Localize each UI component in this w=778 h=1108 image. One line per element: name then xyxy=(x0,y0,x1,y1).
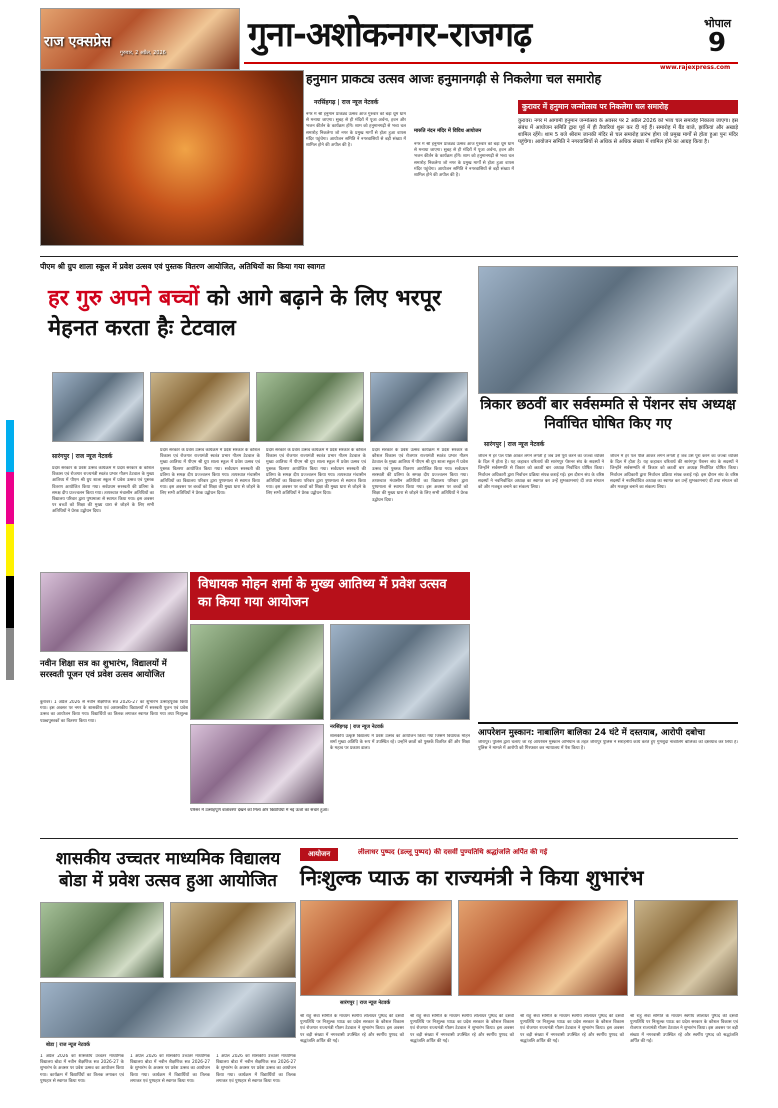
page-number: 9 xyxy=(708,28,727,58)
story-boda xyxy=(40,848,296,1098)
story-navin-shiksha xyxy=(40,572,188,822)
story-body: कुरावर। नगर में आगामी हनुमान जन्मोत्सव के अवसर पर 2 अप्रैल 2026 को भव्य चल समारोह निकाला जाएगा। इस संबंध में आयोजन समिति द्वारा पूर्व में ही तैयारियां शुरू कर दी गई हैं। समारोह में बैंड बाजे, झांकियां और अखाड़े शामिल रहेंगे। शाम 5 बजे श्रीराम जानकी मंदिर से चल समारोह प्रारंभ होगा जो प्रमुख मार्गों से होता हुआ पुनः मंदिर पहुंचेगा। आयोजन समिति ने नगरवासियों से अधिक से अधिक संख्या में शामिल होने का आग्रह किया है। xyxy=(518,118,738,145)
photo-pyau-2 xyxy=(458,900,628,996)
story-operation-muskan xyxy=(478,722,738,832)
photo-boda-3 xyxy=(40,982,296,1038)
story-body-col3: प्रदेश सरकार के प्रवेश उत्सव कार्यक्रम में प्रदेश सरकार के कौशल विकास एवं रोजगार राज्यमंत्री स्वतंत्र प्रभार गौतम टेटवाल के मुख्य आतिथ्य में पीएम श्री ग्रुप शाला स्कूल में प्रवेश उत्सव एवं पुस्तक वितरण आयोजित किया गया। सर्वप्रथम सरस्वती की प्रतिमा के समक्ष दीप प्रज्ज्वलन किया गया। तत्पश्चात मंचासीन अतिथियों का विद्यालय परिवार द्वारा पुष्पमाला से स्वागत किया गया। इस अवसर पर बच्चों को शिक्षा की मुख्य धारा से जोड़ने के लिए सभी अतिथियों ने प्रेरक उद्बोधन दिया। xyxy=(266,448,366,497)
kicker: पीएम श्री ग्रुप शाला स्कूल में प्रवेश उत्सव एवं पुस्तक वितरण आयोजित, अतिथियों का किया गया स्वागत xyxy=(40,262,325,271)
story-body-col2: श्री राहु सेवा समिति के माध्यम स्वर्गीय लीलाधर पुष्पद की दसवीं पुण्यतिथि पर निःशुल्क प्याऊ का प्रदेश सरकार के कौशल विकास एवं रोजगार राज्यमंत्री गौतम टेटवाल ने शुभारंभ किया। इस अवसर पर बड़ी संख्या में नगरवासी उपस्थित रहे और स्वर्गीय पुष्पद को श्रद्धांजलि अर्पित की गई। xyxy=(410,1014,514,1044)
story-body: कुरावर। 1 अप्रैल 2026 से नवीन शैक्षणिक सत्र 2026-27 का शुभारंभ उत्साहपूर्वक किया गया। इस अवसर पर नगर के शासकीय एवं अशासकीय विद्यालयों में सरस्वती पूजन एवं प्रवेश उत्सव का आयोजन किया गया। विद्यार्थियों का तिलक लगाकर स्वागत किया गया तथा निःशुल्क पाठ्यपुस्तकों का वितरण किया गया। xyxy=(40,700,188,724)
byline: सारंगपुर | राज न्यूज नेटवर्क xyxy=(52,453,113,460)
story-vidhayak xyxy=(190,572,470,822)
headline-tetwal xyxy=(48,284,468,344)
photo-boda-2 xyxy=(170,902,296,978)
photo-vidhayak-1 xyxy=(190,624,324,720)
story-body: जीरापुर। पुलिस द्वारा चलाए जा रहे ऑपरेशन मुस्कान अभियान के तहत जीरापुर पुलिस ने सराहनीय कार्य करते हुए गुमशुदा नाबालिग बालिका को दस्तयाब कर लिया है। पुलिस ने मामले में आरोपी को गिरफ्तार कर न्यायालय में पेश किया है। xyxy=(478,740,738,752)
story-body: जीवन में हर पल पीछे आकर लगने लगती है जब उसे पूरा करने का जज्बा व्यक्ति के दिल में होता है। यह कहावत चरितार्थ की सारंगपुर पेंशनर संघ के सदस्यों ने जिन्होंने सर्वसम्मति से त्रिकार को छठवीं बार अध्यक्ष निर्वाचित घोषित किया। निर्वाचन अधिकारी द्वारा निर्वाचन प्रक्रिया संपन्न कराई गई। इस दौरान संघ के वरिष्ठ सदस्यों ने नवनिर्वाचित अध्यक्ष का स्वागत कर उन्हें शुभकामनाएं दीं तथा संगठन को और मजबूत बनाने का संकल्प लिया। xyxy=(478,454,604,491)
photo-vidhayak-2 xyxy=(330,624,470,720)
story-body-col2: नगर में श्री हनुमान प्राकट्य उत्सव आज गुरुवार को बड़ा धूम धाम से मनाया जाएगा। सुबह से ही मंदिरों में पूजा अर्चना, हवन और भजन कीर्तन के कार्यक्रम होंगे। शाम को हनुमानगढ़ी से भव्य चल समारोह निकलेगा जो नगर के प्रमुख मार्गों से होता हुआ वापस मंदिर पहुंचेगा। आयोजन समिति ने नगरवासियों से बड़ी संख्या में शामिल होने की अपील की है। xyxy=(414,142,514,179)
story-body-col3: 1 अप्रैल 2026 को शासकीय उच्चतर माध्यमिक विद्यालय बोडा में नवीन शैक्षणिक सत्र 2026-27 के शुभारंभ के अवसर पर प्रवेश उत्सव का आयोजन किया गया। कार्यक्रम में विद्यार्थियों का तिलक लगाकर एवं पुष्पहार से स्वागत किया गया। xyxy=(216,1054,296,1084)
photo-vidhayak-3 xyxy=(190,724,324,804)
story-tetwal xyxy=(40,262,472,562)
photo-tetwal-4 xyxy=(370,372,468,442)
headline-pensioner: त्रिकार छठवीं बार सर्वसम्मति से पेंशनर संघ अध्यक्ष निर्वाचित घोषित किए गए xyxy=(480,397,736,432)
story-body-col3: श्री राहु सेवा समिति के माध्यम स्वर्गीय लीलाधर पुष्पद की दसवीं पुण्यतिथि पर निःशुल्क प्याऊ का प्रदेश सरकार के कौशल विकास एवं रोजगार राज्यमंत्री गौतम टेटवाल ने शुभारंभ किया। इस अवसर पर बड़ी संख्या में नगरवासी उपस्थित रहे और स्वर्गीय पुष्पद को श्रद्धांजलि अर्पित की गई। xyxy=(520,1014,624,1044)
byline: नरसिंहगढ़ | राज न्यूज नेटवर्क xyxy=(330,724,384,730)
story-pyau xyxy=(300,848,738,1098)
city-name: भोपाल xyxy=(704,17,732,30)
paper-name: राज एक्सप्रेस xyxy=(44,34,111,50)
website[interactable]: www.rajexpress.com xyxy=(660,64,731,71)
section-title: गुना-अशोकनगर-राजगढ़ xyxy=(248,15,532,55)
photo-boda-1 xyxy=(40,902,164,978)
byline: सारंगपुर | राज न्यूज नेटवर्क xyxy=(340,1000,391,1006)
photo-saraswati xyxy=(40,572,188,652)
photo-pyau-3 xyxy=(634,900,738,996)
divider xyxy=(40,838,738,839)
photo-tetwal-2 xyxy=(150,372,250,442)
byline: नरसिंहगढ़ | राज न्यूज नेटवर्क xyxy=(314,99,379,106)
byline: सारंगपुर | राज न्यूज नेटवर्क xyxy=(484,441,545,448)
headline-operation-muskan: आपरेशन मुस्कान: नाबालिग बालिका 24 घंटे में दस्तयाब, आरोपी दबोचा xyxy=(478,722,738,738)
byline: बोडा | राज न्यूज नेटवर्क xyxy=(46,1042,90,1048)
story-body: नगर में श्री हनुमान प्राकट्य उत्सव आज गुरुवार को बड़ा धूम धाम से मनाया जाएगा। सुबह से ही मंदिरों में पूजा अर्चना, हवन और भजन कीर्तन के कार्यक्रम होंगे। शाम को हनुमानगढ़ी से भव्य चल समारोह निकलेगा जो नगर के प्रमुख मार्गों से होता हुआ वापस मंदिर पहुंचेगा। आयोजन समिति ने नगरवासियों से बड़ी संख्या में शामिल होने की अपील की है। xyxy=(306,112,406,149)
headline-vidhayak: विधायक मोहन शर्मा के मुख्य आतिथ्य में प्रवेश उत्सव का किया गया आयोजन xyxy=(190,572,470,620)
story-body: शासकीय उत्कृष्ट विद्यालय में प्रवेश उत्सव का आयोजन किया गया जिसमें विधायक मोहन शर्मा मुख्य अतिथि के रूप में उपस्थित रहे। उन्होंने छात्रों को पुस्तकें वितरित कीं और शिक्षा के महत्व पर प्रकाश डाला। xyxy=(330,734,470,752)
masthead-rule xyxy=(244,62,738,64)
headline-part-red: हर गुरु अपने बच्चों xyxy=(48,286,200,311)
story-body: प्रदेश सरकार के प्रवेश उत्सव कार्यक्रम में प्रदेश सरकार के कौशल विकास एवं रोजगार राज्यमंत्री स्वतंत्र प्रभार गौतम टेटवाल के मुख्य आतिथ्य में पीएम श्री ग्रुप शाला स्कूल में प्रवेश उत्सव एवं पुस्तक वितरण आयोजित किया गया। सर्वप्रथम सरस्वती की प्रतिमा के समक्ष दीप प्रज्ज्वलन किया गया। तत्पश्चात मंचासीन अतिथियों का विद्यालय परिवार द्वारा पुष्पमाला से स्वागत किया गया। इस अवसर पर बच्चों को शिक्षा की मुख्य धारा से जोड़ने के लिए सभी अतिथियों ने प्रेरक उद्बोधन दिया। xyxy=(52,466,154,515)
headline-boda: शासकीय उच्चतर माध्यमिक विद्यालय बोडा में प्रवेश उत्सव हुआ आयोजित xyxy=(55,849,281,891)
photo-tetwal-1 xyxy=(52,372,144,442)
headline-kurawar: कुरावर में हनुमान जन्मोत्सव पर निकलेगा चल समारोह xyxy=(518,100,738,114)
photo-tetwal-3 xyxy=(256,372,364,442)
story-pensioner xyxy=(478,396,738,716)
headline-part-black: को आगे बढ़ाने के लिए भरपूर मेहनत करता हैः टेटवाल xyxy=(48,286,442,341)
print-color-bar xyxy=(6,420,14,680)
photo-caption: परिसर में उत्साहपूर्ण वातावरण देखने को मिला और विद्यार्थियों में नई ऊर्जा का संचार हुआ। xyxy=(190,808,329,813)
story-body: 1 अप्रैल 2026 को शासकीय उच्चतर माध्यमिक विद्यालय बोडा में नवीन शैक्षणिक सत्र 2026-27 के शुभारंभ के अवसर पर प्रवेश उत्सव का आयोजन किया गया। कार्यक्रम में विद्यार्थियों का तिलक लगाकर एवं पुष्पहार से स्वागत किया गया। xyxy=(40,1054,124,1084)
story-body-col2: 1 अप्रैल 2026 को शासकीय उच्चतर माध्यमिक विद्यालय बोडा में नवीन शैक्षणिक सत्र 2026-27 के शुभारंभ के अवसर पर प्रवेश उत्सव का आयोजन किया गया। कार्यक्रम में विद्यार्थियों का तिलक लगाकर एवं पुष्पहार से स्वागत किया गया। xyxy=(130,1054,210,1084)
issue-date: गुरुवार, 2 अप्रैल, 2026 xyxy=(120,50,166,56)
story-body-col4: प्रदेश सरकार के प्रवेश उत्सव कार्यक्रम में प्रदेश सरकार के कौशल विकास एवं रोजगार राज्यमंत्री स्वतंत्र प्रभार गौतम टेटवाल के मुख्य आतिथ्य में पीएम श्री ग्रुप शाला स्कूल में प्रवेश उत्सव एवं पुस्तक वितरण आयोजित किया गया। सर्वप्रथम सरस्वती की प्रतिमा के समक्ष दीप प्रज्ज्वलन किया गया। तत्पश्चात मंचासीन अतिथियों का विद्यालय परिवार द्वारा पुष्पमाला से स्वागत किया गया। इस अवसर पर बच्चों को शिक्षा की मुख्य धारा से जोड़ने के लिए सभी अतिथियों ने प्रेरक उद्बोधन दिया। xyxy=(372,448,468,503)
story-kurawar xyxy=(518,100,738,246)
headline-navin-shiksha: नवीन शिक्षा सत्र का शुभारंभ, विद्यालयों में सरस्वती पूजन एवं प्रवेश उत्सव आयोजित xyxy=(40,658,167,679)
subhead: मारुति नंदन मंदिर में विविध आयोजन xyxy=(414,128,482,134)
story-body-col4: श्री राहु सेवा समिति के माध्यम स्वर्गीय लीलाधर पुष्पद की दसवीं पुण्यतिथि पर निःशुल्क प्याऊ का प्रदेश सरकार के कौशल विकास एवं रोजगार राज्यमंत्री गौतम टेटवाल ने शुभारंभ किया। इस अवसर पर बड़ी संख्या में नगरवासी उपस्थित रहे और स्वर्गीय पुष्पद को श्रद्धांजलि अर्पित की गई। xyxy=(630,1014,738,1044)
story-body: श्री राहु सेवा समिति के माध्यम स्वर्गीय लीलाधर पुष्पद की दसवीं पुण्यतिथि पर निःशुल्क प्याऊ का प्रदेश सरकार के कौशल विकास एवं रोजगार राज्यमंत्री गौतम टेटवाल ने शुभारंभ किया। इस अवसर पर बड़ी संख्या में नगरवासी उपस्थित रहे और स्वर्गीय पुष्पद को श्रद्धांजलि अर्पित की गई। xyxy=(300,1014,404,1044)
headline-pyau: निःशुल्क प्याऊ का राज्यमंत्री ने किया शुभारंभ xyxy=(300,866,644,890)
divider xyxy=(40,256,738,257)
photo-pensioner-group xyxy=(478,266,738,394)
story-body-col2: जीवन में हर पल पीछे आकर लगने लगती है जब उसे पूरा करने का जज्बा व्यक्ति के दिल में होता है। यह कहावत चरितार्थ की सारंगपुर पेंशनर संघ के सदस्यों ने जिन्होंने सर्वसम्मति से त्रिकार को छठवीं बार अध्यक्ष निर्वाचित घोषित किया। निर्वाचन अधिकारी द्वारा निर्वाचन प्रक्रिया संपन्न कराई गई। इस दौरान संघ के वरिष्ठ सदस्यों ने नवनिर्वाचित अध्यक्ष का स्वागत कर उन्हें शुभकामनाएं दीं तथा संगठन को और मजबूत बनाने का संकल्प लिया। xyxy=(610,454,738,491)
tag: आयोजन xyxy=(300,848,338,861)
photo-pyau-1 xyxy=(300,900,452,996)
hanuman-photo xyxy=(40,70,304,246)
story-body-col2: प्रदेश सरकार के प्रवेश उत्सव कार्यक्रम में प्रदेश सरकार के कौशल विकास एवं रोजगार राज्यमंत्री स्वतंत्र प्रभार गौतम टेटवाल के मुख्य आतिथ्य में पीएम श्री ग्रुप शाला स्कूल में प्रवेश उत्सव एवं पुस्तक वितरण आयोजित किया गया। सर्वप्रथम सरस्वती की प्रतिमा के समक्ष दीप प्रज्ज्वलन किया गया। तत्पश्चात मंचासीन अतिथियों का विद्यालय परिवार द्वारा पुष्पमाला से स्वागत किया गया। इस अवसर पर बच्चों को शिक्षा की मुख्य धारा से जोड़ने के लिए सभी अतिथियों ने प्रेरक उद्बोधन दिया। xyxy=(160,448,260,497)
masthead xyxy=(0,0,778,70)
headline-hanuman-utsav: हनुमान प्राकट्य उत्सव आजः हनुमानगढ़ी से निकलेगा चल समारोह xyxy=(306,71,602,86)
kicker: लीलाधर पुष्पद (डल्लू पुष्पद) की दसवीं पुण्यतिथि श्रद्धांजलि अर्पित की गई xyxy=(358,848,548,856)
